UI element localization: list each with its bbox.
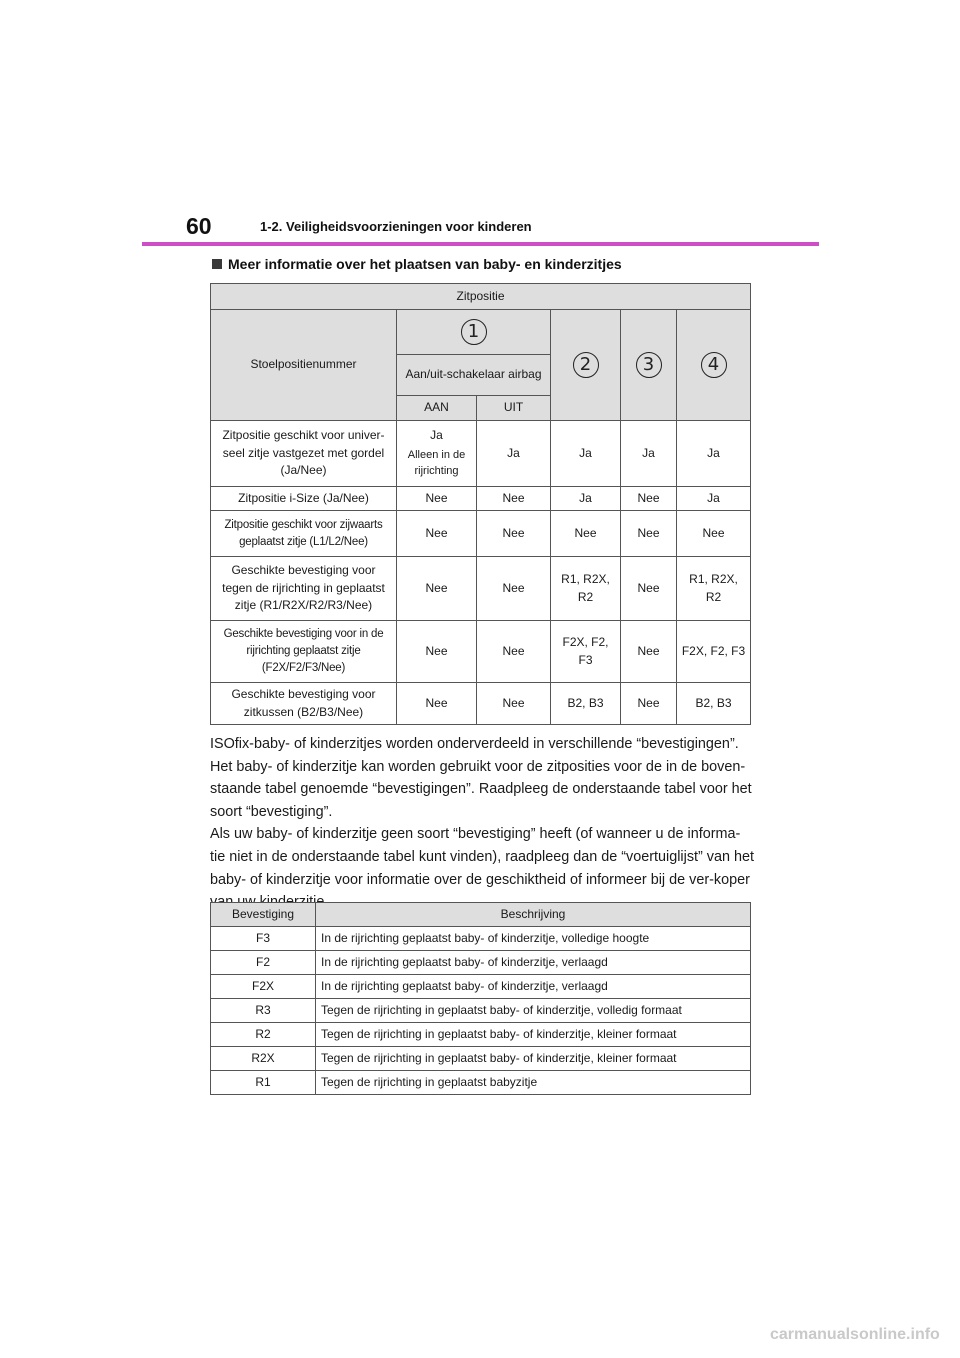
position-3-cell: [621, 310, 677, 421]
mount-code: R2: [211, 1023, 316, 1047]
table-row: [211, 683, 751, 725]
circled-number-4-icon: 4: [701, 352, 727, 378]
mounting-type-table: [210, 902, 751, 1095]
table-cell: Ja: [551, 487, 621, 511]
mount-description: Tegen de rijrichting in geplaatst baby- of kinderzitje, kleiner formaat: [316, 1047, 751, 1071]
table-cell: Nee: [621, 683, 677, 725]
table-cell: Ja: [551, 421, 621, 487]
table-row: [211, 621, 751, 683]
table-cell: Nee: [621, 487, 677, 511]
table-row: [211, 1023, 751, 1047]
table-header-row: [211, 310, 751, 355]
mount-description: Tegen de rijrichting in geplaatst baby- of kinderzitje, kleiner formaat: [316, 1023, 751, 1047]
square-bullet-icon: [212, 259, 222, 269]
subheading-text: Meer informatie over het plaatsen van baby- en kinderzitjes: [228, 256, 622, 272]
mount-code: R3: [211, 999, 316, 1023]
circled-number-3-icon: 3: [636, 352, 662, 378]
mount-description: In de rijrichting geplaatst baby- of kinderzitje, verlaagd: [316, 975, 751, 999]
table-cell: Nee: [551, 511, 621, 557]
table-cell: F2X, F2, F3: [677, 621, 751, 683]
table-header-row: [211, 284, 751, 310]
table-row: [211, 1071, 751, 1095]
circled-number-1-icon: 1: [461, 319, 487, 345]
body-text: [210, 733, 755, 914]
table-cell: Nee: [397, 511, 477, 557]
table-cell: Nee: [397, 487, 477, 511]
table-cell: Nee: [621, 511, 677, 557]
beschrijving-header: Beschrijving: [316, 903, 751, 927]
mount-description: In de rijrichting geplaatst baby- of kinderzitje, verlaagd: [316, 951, 751, 975]
table-cell: B2, B3: [677, 683, 751, 725]
row-label: Geschikte bevestiging voor zitkussen (B2/B3/Nee): [211, 683, 397, 725]
mount-code: F2X: [211, 975, 316, 999]
mount-code: F2: [211, 951, 316, 975]
table-cell: Ja: [677, 421, 751, 487]
circled-number-2-icon: 2: [573, 352, 599, 378]
table-row: [211, 421, 751, 487]
table-cell: Nee: [477, 557, 551, 621]
table-cell: B2, B3: [551, 683, 621, 725]
table-cell: Nee: [477, 511, 551, 557]
table-cell: Ja: [621, 421, 677, 487]
subheading: [212, 256, 622, 272]
table-row: [211, 511, 751, 557]
aan-header: AAN: [397, 396, 477, 421]
position-4-cell: [677, 310, 751, 421]
bevestiging-header: Bevestiging: [211, 903, 316, 927]
table-cell: F2X, F2, F3: [551, 621, 621, 683]
table-cell: R1, R2X, R2: [551, 557, 621, 621]
table-cell: Ja: [677, 487, 751, 511]
table-header-row: [211, 903, 751, 927]
row-label: Zitpositie geschikt voor univer-seel zitje vastgezet met gordel (Ja/Nee): [211, 421, 397, 487]
row-label: Zitpositie geschikt voor zijwaarts geplaatst zitje (L1/L2/Nee): [211, 511, 397, 557]
table-cell: Nee: [477, 621, 551, 683]
watermark: carmanualsonline.info: [770, 1326, 940, 1343]
row-label: Zitpositie i-Size (Ja/Nee): [211, 487, 397, 511]
row-label: Geschikte bevestiging voor tegen de rijrichting in geplaatst zitje (R1/R2X/R2/R3/Nee): [211, 557, 397, 621]
mount-description: Tegen de rijrichting in geplaatst baby- of kinderzitje, volledig formaat: [316, 999, 751, 1023]
mount-description: Tegen de rijrichting in geplaatst babyzitje: [316, 1071, 751, 1095]
table-cell: Nee: [397, 683, 477, 725]
section-title: 1-2. Veiligheidsvoorzieningen voor kinderen: [260, 219, 532, 234]
paragraph: Als uw baby- of kinderzitje geen soort “bevestiging” heeft (of wanneer u de informa-tie niet in de onderstaande tabel kunt vinden), raadpleeg dan de “voertuiglijst” van het baby- of kinderzitje voor informatie over de geschiktheid of informeer bij de ver-koper: [210, 826, 755, 888]
stoelpositienummer-header: Stoelpositienummer: [211, 310, 397, 421]
table-row: [211, 975, 751, 999]
table-cell: [397, 421, 477, 487]
mount-code: R1: [211, 1071, 316, 1095]
table-cell: Nee: [477, 487, 551, 511]
airbag-switch-header: Aan/uit-schakelaar airbag: [397, 355, 551, 396]
uit-header: UIT: [477, 396, 551, 421]
mount-description: In de rijrichting geplaatst baby- of kinderzitje, volledige hoogte: [316, 927, 751, 951]
mount-code: R2X: [211, 1047, 316, 1071]
table-row: [211, 999, 751, 1023]
position-1-cell: [397, 310, 551, 355]
table-cell: Nee: [621, 621, 677, 683]
table-cell: Nee: [397, 557, 477, 621]
cell-value: Ja: [430, 428, 443, 443]
seat-position-table: [210, 283, 751, 725]
cell-note: Alleen in de rijrichting: [407, 448, 466, 477]
paragraph: ISOfix-baby- of kinderzitjes worden onderverdeeld in verschillende “bevestigingen”. Het baby- of kinderzitje kan worden gebruikt voor de zitposities voor de in de boven-staande tabel genoemde “bevestigingen”. Raadpleeg de onderstaande tabel voor het soort “bevestiging”.: [210, 736, 752, 820]
table-cell: R1, R2X, R2: [677, 557, 751, 621]
table-cell: Nee: [397, 621, 477, 683]
table-row: [211, 1047, 751, 1071]
page-number: 60: [186, 213, 212, 239]
position-2-cell: [551, 310, 621, 421]
table-cell: Nee: [677, 511, 751, 557]
table-row: [211, 557, 751, 621]
row-label: Geschikte bevestiging voor in de rijrichting geplaatst zitje (F2X/F2/F3/Nee): [211, 621, 397, 683]
table-cell: Nee: [621, 557, 677, 621]
table-row: [211, 927, 751, 951]
table-row: [211, 487, 751, 511]
mount-code: F3: [211, 927, 316, 951]
table-cell: Ja: [477, 421, 551, 487]
zitpositie-header: Zitpositie: [211, 284, 751, 310]
header-divider: [142, 242, 819, 246]
table-cell: Nee: [477, 683, 551, 725]
table-row: [211, 951, 751, 975]
